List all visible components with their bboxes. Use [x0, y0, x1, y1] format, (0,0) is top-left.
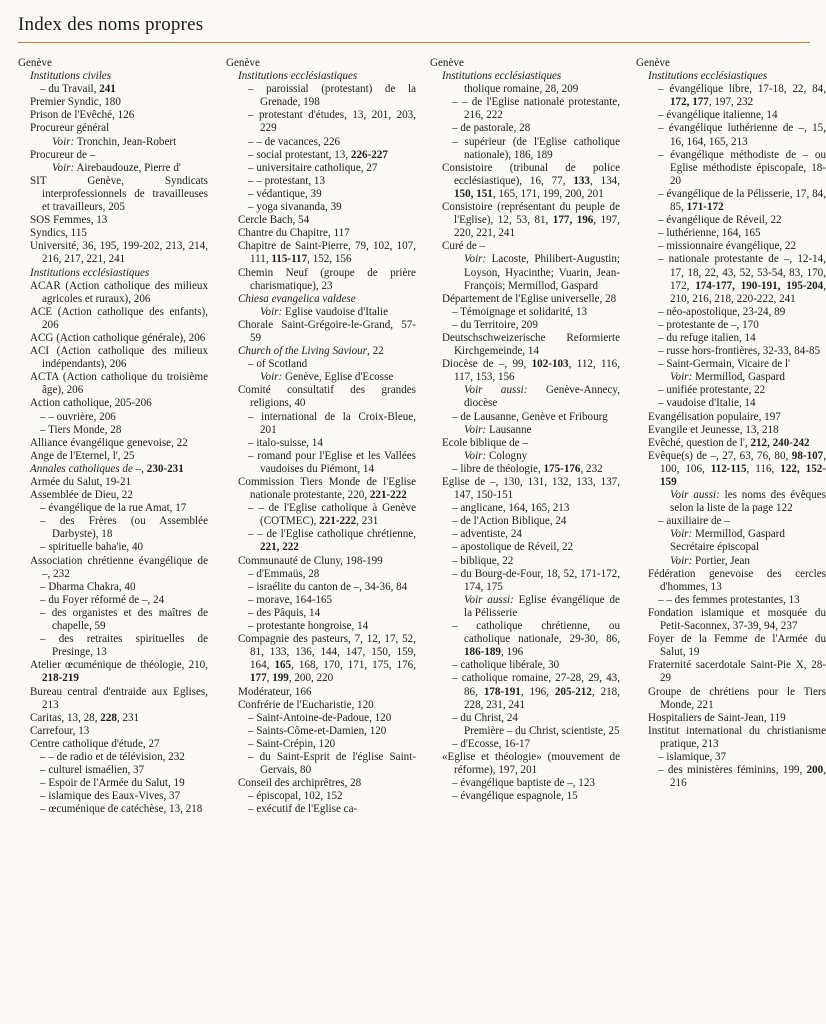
- index-entry: Conseil des archiprêtres, 28: [238, 777, 362, 790]
- index-entry: – israélite du canton de –, 34-36, 84: [248, 580, 408, 593]
- index-entry-continuation: Voir: Cologny: [464, 449, 528, 462]
- index-entry: Evangélisation populaire, 197: [648, 410, 781, 423]
- index-entry-continuation: Voir aussi: Eglise évangélique de la Pélisserie: [464, 593, 620, 619]
- index-entry: Institut international du christianisme pratique, 213: [648, 724, 826, 750]
- page-header: [18, 14, 810, 43]
- index-entry: – des retraites spirituelles de Presinge, 13: [40, 633, 208, 659]
- index-entry: Bureau central d'entraide aux Eglises, 213: [30, 685, 208, 711]
- index-entry-continuation: Secrétaire épiscopal: [670, 541, 760, 554]
- index-entry: – de pastorale, 28: [452, 122, 531, 135]
- index-entry: – italo-suisse, 14: [248, 436, 323, 449]
- index-entry: Procureur général: [30, 122, 110, 135]
- index-entry: Foyer de la Femme de l'Armée du Salut, 19: [648, 633, 826, 659]
- index-entry: – du Foyer réformé de –, 24: [40, 593, 165, 606]
- section-subheading: Institutions ecclésiastiques: [442, 70, 562, 83]
- index-entry: – – de l'Eglise catholique chrétienne, 221, 222: [248, 528, 416, 554]
- index-entry: – – de vacances, 226: [248, 135, 341, 148]
- index-entry: – – des femmes protestantes, 13: [658, 593, 800, 606]
- index-entry: – – de l'Eglise nationale protestante, 216, 222: [452, 96, 620, 122]
- index-entry-continuation: Voir: Eglise vaudoise d'Italie: [260, 305, 389, 318]
- index-entry: – catholique chrétienne, ou catholique nationale, 29-30, 86, 186-189, 196: [452, 620, 620, 659]
- index-entry: SOS Femmes, 13: [30, 214, 108, 227]
- column-heading: Genève: [636, 57, 670, 69]
- index-entry: Carrefour, 13: [30, 724, 90, 737]
- index-entry: – Saint-Germain, Vicaire de l': [658, 358, 791, 371]
- index-entry: Caritas, 13, 28, 228, 231: [30, 711, 140, 724]
- index-entry: Prison de l'Evêché, 126: [30, 109, 135, 122]
- index-entry: Annales catholiques de –, 230-231: [30, 462, 184, 475]
- index-entry-continuation: Voir: Mermillod, Gaspard: [670, 528, 785, 541]
- index-entry: Chemin Neuf (groupe de prière charismatique), 23: [238, 266, 416, 292]
- index-entry: – russe hors-frontières, 32-33, 84-85: [658, 345, 821, 358]
- column-heading: Genève: [226, 57, 260, 69]
- index-entry: – Dharma Chakra, 40: [40, 580, 136, 593]
- index-entry: – védantique, 39: [248, 187, 322, 200]
- index-entry: Confrérie de l'Eucharistie, 120: [238, 698, 374, 711]
- index-entry: – d'Ecosse, 16-17: [452, 737, 531, 750]
- section-subheading: Institutions civiles: [30, 70, 112, 83]
- index-entry: Comité consultatif des grandes religions, 40: [238, 384, 416, 410]
- index-column-1: [18, 57, 208, 816]
- index-entry-continuation: Voir: Portier, Jean: [670, 554, 750, 567]
- index-entry: – du Territoire, 209: [452, 318, 538, 331]
- index-entry: Chorale Saint-Grégoire-le-Grand, 57-59: [238, 318, 416, 344]
- index-entry: – supérieur (de l'Eglise catholique nationale), 186, 189: [452, 135, 620, 161]
- index-entry: Eglise de –, 130, 131, 132, 133, 137, 147, 150-151: [442, 476, 620, 502]
- index-entry: – catholique libérale, 30: [452, 659, 560, 672]
- index-entry: – libre de théologie, 175-176, 232: [452, 462, 603, 475]
- index-entry: – adventiste, 24: [452, 528, 522, 541]
- index-entry: – du Bourg-de-Four, 18, 52, 171-172, 174, 175: [452, 567, 620, 593]
- index-entry: – des Pâquis, 14: [248, 606, 321, 619]
- index-entry: – apostolique de Réveil, 22: [452, 541, 574, 554]
- index-entry: Ecole biblique de –: [442, 436, 528, 449]
- index-entry: – unifiée protestante, 22: [658, 384, 766, 397]
- index-entry: – du Travail, 241: [40, 83, 116, 96]
- index-entry: Syndics, 115: [30, 227, 87, 240]
- index-entry: – d'Emmaüs, 28: [248, 567, 320, 580]
- index-entry: – Espoir de l'Armée du Salut, 19: [40, 777, 185, 790]
- index-entry: – islamique, 37: [658, 750, 727, 763]
- index-entry: Procureur de –: [30, 148, 96, 161]
- index-entry: – évangélique luthérienne de –, 15, 16, 164, 165, 213: [658, 122, 826, 148]
- index-entry: «Eglise et théologie» (mouvement de réforme), 197, 201: [442, 750, 620, 777]
- index-entry: – évangélique italienne, 14: [658, 109, 778, 122]
- index-entry: – néo-apostolique, 23-24, 89: [658, 305, 786, 318]
- index-entry-continuation: tholique romaine, 28, 209: [464, 83, 579, 96]
- index-entry: – évangélique libre, 17-18, 22, 84, 172, 177, 197, 232: [658, 83, 826, 109]
- index-entry: – évangélique de Réveil, 22: [658, 214, 782, 227]
- index-entry: Evêché, question de l', 212, 240-242: [648, 436, 810, 449]
- index-entry: – Saint-Crépin, 120: [248, 737, 336, 750]
- index-entry: Church of the Living Saviour, 22: [238, 345, 384, 358]
- index-entry: – des ministères féminins, 199, 200, 216: [658, 764, 826, 790]
- index-entry: – morave, 164-165: [248, 593, 333, 606]
- index-column-4: [636, 57, 826, 790]
- index-entry: – romand pour l'Eglise et les Vallées vaudoises du Piémont, 14: [248, 449, 416, 475]
- index-entry: – épiscopal, 102, 152: [248, 790, 343, 803]
- index-entry: – œcuménique de catéchèse, 13, 218: [40, 803, 203, 816]
- index-entry-continuation: Voir: Genève, Eglise d'Ecosse: [260, 371, 394, 384]
- index-entry: ACG (Action catholique générale), 206: [30, 331, 206, 344]
- index-entry: SIT Genève, Syndicats interprofessionnels de travailleuses et travailleurs, 205: [30, 174, 208, 214]
- page-title: Index des noms propres: [18, 14, 204, 35]
- index-entry: – des organistes et des maîtres de chapelle, 59: [40, 606, 208, 633]
- index-entry: Chiesa evangelica valdese: [238, 292, 356, 305]
- index-entry: – du refuge italien, 14: [658, 331, 756, 344]
- index-entry: – évangélique de la rue Amat, 17: [40, 502, 187, 515]
- index-entry-continuation: Voir aussi: les noms des évêques selon la liste de la page 122: [670, 489, 826, 515]
- index-entry: – – de radio et de télévision, 232: [40, 750, 185, 763]
- index-entry: Centre catholique d'étude, 27: [30, 737, 160, 750]
- index-entry: ACAR (Action catholique des milieux agricoles et ruraux), 206: [30, 279, 208, 305]
- index-entry: Université, 36, 195, 199-202, 213, 214, 216, 217, 221, 241: [30, 240, 208, 266]
- index-entry: – yoga sivananda, 39: [248, 201, 342, 214]
- index-entry: – nationale protestante de –, 12-14, 17, 18, 22, 43, 52, 53-54, 83, 170, 172, 174-177, 190-191, 195-204, 210, 216, 218, 220-222, 241: [658, 253, 826, 305]
- index-entry: – protestante de –, 170: [658, 318, 759, 331]
- index-entry: Curé de –: [442, 240, 486, 253]
- section-subheading: Institutions ecclésiastiques: [238, 70, 358, 83]
- index-entry: Alliance évangélique genevoise, 22: [30, 436, 188, 449]
- index-entry: – évangélique de la Pélisserie, 17, 84, 85, 171-172: [658, 187, 826, 214]
- index-entry: – spirituelle baha'ie, 40: [40, 541, 144, 554]
- index-entry-continuation: Voir: Lacoste, Philibert-Augustin; Loyson, Hyacinthe; Vuarin, Jean-François; Mermillod, Gaspard: [464, 253, 620, 292]
- index-entry: – anglicane, 164, 165, 213: [452, 502, 570, 515]
- section-subheading: Institutions ecclésiastiques: [30, 266, 150, 279]
- index-entry: – – ouvrière, 206: [40, 410, 116, 423]
- index-entry: Ange de l'Eternel, l', 25: [30, 449, 135, 462]
- index-entry: Action catholique, 205-206: [30, 397, 152, 410]
- index-entry: Département de l'Eglise universelle, 28: [442, 292, 617, 305]
- index-entry: – – protestant, 13: [248, 174, 326, 187]
- index-entry: Fraternité sacerdotale Saint-Pie X, 28-29: [648, 659, 826, 685]
- index-entry: – protestant d'études, 13, 201, 203, 229: [248, 109, 416, 135]
- index-entry: Association chrétienne évangélique de –, 232: [30, 554, 208, 580]
- index-entry: – vaudoise d'Italie, 14: [658, 397, 756, 410]
- index-entry: Evangile et Jeunesse, 13, 218: [648, 423, 779, 436]
- index-entry-continuation: Voir aussi: Genève-Annecy, diocèse: [464, 384, 620, 410]
- index-entry: – Tiers Monde, 28: [40, 423, 122, 436]
- index-entry: Compagnie des pasteurs, 7, 12, 17, 52, 81, 133, 136, 144, 147, 150, 159, 164, 165, 168, 170, 171, 175, 176, 177, 199, 200, 220: [238, 633, 416, 685]
- index-entry: – Témoignage et solidarité, 13: [452, 305, 588, 318]
- index-entry: Assemblée de Dieu, 22: [30, 489, 133, 502]
- column-heading: Genève: [18, 57, 52, 69]
- index-entry: Groupe de chrétiens pour le Tiers Monde, 221: [648, 685, 826, 711]
- index-entry: Chapitre de Saint-Pierre, 79, 102, 107, 111, 115-117, 152, 156: [238, 240, 416, 266]
- index-entry: Commission Tiers Monde de l'Eglise nationale protestante, 220, 221-222: [238, 476, 416, 502]
- index-entry: – évangélique espagnole, 15: [452, 790, 578, 803]
- index-entry: Evêque(s) de –, 27, 63, 76, 80, 98-107, 100, 106, 112-115, 116, 122, 152-159: [648, 449, 826, 488]
- index-entry: – auxiliaire de –: [658, 515, 730, 528]
- index-entry: Deutschschweizerische Reformierte Kirchgemeinde, 14: [442, 331, 620, 358]
- column-heading: Genève: [430, 57, 464, 69]
- section-subheading: Institutions ecclésiastiques: [648, 70, 768, 83]
- index-column-2: [226, 57, 416, 816]
- index-entry: Diocèse de –, 99, 102-103, 112, 116, 117, 153, 156: [442, 358, 621, 384]
- index-entry: – évangélique méthodiste de – ou Eglise méthodiste épiscopale, 18-20: [658, 148, 826, 187]
- index-entry: – social protestant, 13, 226-227: [248, 148, 388, 161]
- index-entry: – international de la Croix-Bleue, 201: [248, 410, 416, 436]
- index-entry: – paroissial (protestant) de la Grenade, 198: [248, 83, 416, 109]
- index-entry: Premier Syndic, 180: [30, 96, 121, 109]
- index-entry: – protestante hongroise, 14: [248, 620, 369, 633]
- index-entry-continuation: Voir: Tronchin, Jean-Robert: [52, 135, 177, 148]
- index-entry: – luthérienne, 164, 165: [658, 227, 761, 240]
- index-entry: Modérateur, 166: [238, 685, 312, 698]
- index-entry: – du Christ, 24: [452, 711, 518, 724]
- index-entry: ACE (Action catholique des enfants), 206: [30, 305, 208, 331]
- index-entry: – Saints-Côme-et-Damien, 120: [248, 724, 387, 737]
- index-entry: Consistoire (tribunal de police ecclésiastique), 16, 77, 133, 134, 150, 151, 165, 171, 199, 200, 201: [442, 161, 620, 200]
- index-entry: – de Lausanne, Genève et Fribourg: [452, 410, 608, 423]
- index-entry: Consistoire (représentant du peuple de l'Eglise), 12, 53, 81, 177, 196, 197, 220, 221, 241: [442, 201, 620, 240]
- index-entry: – missionnaire évangélique, 22: [658, 240, 797, 253]
- index-entry: – catholique romaine, 27-28, 29, 43, 86, 178-191, 196, 205-212, 218, 228, 231, 241: [452, 672, 620, 711]
- index-entry: – des Frères (ou Assemblée Darbyste), 18: [40, 515, 208, 541]
- index-entry: – islamique des Eaux-Vives, 37: [40, 790, 181, 803]
- index-entry: Communauté de Cluny, 198-199: [238, 554, 383, 567]
- index-entry: ACTA (Action catholique du troisième âge), 206: [30, 371, 208, 397]
- index-entry: – universitaire catholique, 27: [248, 161, 378, 174]
- index-entry: – de l'Action Biblique, 24: [452, 515, 567, 528]
- index-entry-continuation: Voir: Lausanne: [464, 423, 532, 436]
- index-entry-continuation: Voir: Airebaudouze, Pierre d': [52, 161, 181, 174]
- index-entry-continuation: Voir: Mermillod, Gaspard: [670, 371, 785, 384]
- index-entry: Hospitaliers de Saint-Jean, 119: [648, 711, 786, 724]
- index-entry: Chantre du Chapitre, 117: [238, 227, 350, 240]
- index-entry: – of Scotland: [248, 358, 308, 371]
- index-entry-continuation: Première – du Christ, scientiste, 25: [464, 724, 620, 737]
- index-entry: Armée du Salut, 19-21: [30, 476, 132, 488]
- index-entry: – Saint-Antoine-de-Padoue, 120: [248, 711, 392, 724]
- index-entry: Cercle Bach, 54: [238, 214, 310, 227]
- index-entry: – évangélique baptiste de –, 123: [452, 777, 595, 790]
- index-entry: – biblique, 22: [452, 554, 514, 567]
- index-entry: ACI (Action catholique des milieux indépendants), 206: [30, 345, 208, 371]
- index-entry: Fondation islamique et mosquée du Petit-Saconnex, 37-39, 94, 237: [648, 606, 826, 633]
- index-column-3: [430, 57, 620, 803]
- index-entry: Fédération genevoise des cercles d'hommes, 13: [648, 567, 826, 593]
- index-entry: – du Saint-Esprit de l'église Saint-Gervais, 80: [248, 750, 416, 777]
- index-entry: – – de l'Eglise catholique à Genève (COTMEC), 221-222, 231: [248, 502, 416, 528]
- index-entry: – culturel ismaélien, 37: [40, 764, 145, 777]
- index-entry: – exécutif de l'Eglise ca-: [248, 803, 358, 816]
- index-entry: Atelier œcuménique de théologie, 210, 218-219: [30, 659, 208, 685]
